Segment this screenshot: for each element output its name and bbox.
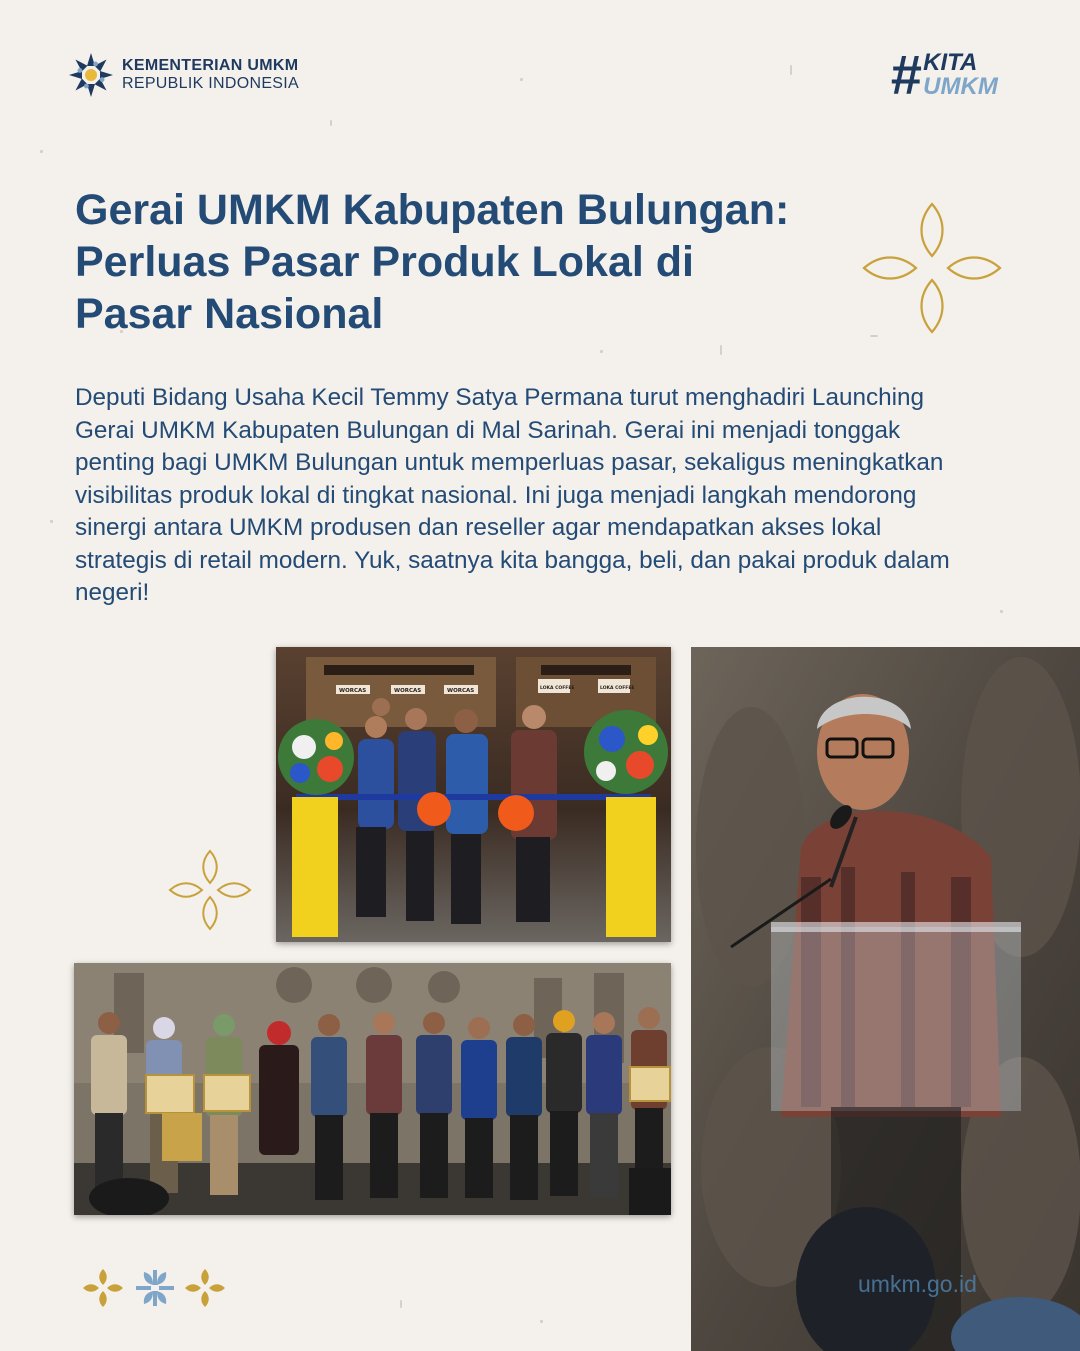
store-sign: WORCAS [394, 688, 422, 694]
hashtag-word-kita: KITA [923, 49, 978, 76]
store-sign: WORCAS [339, 688, 367, 694]
texture-speck [1000, 610, 1003, 613]
org-subtitle: REPUBLIK INDONESIA [122, 75, 300, 92]
speaker-at-podium-photo [691, 647, 1080, 1351]
ministry-logo [68, 52, 299, 98]
title-line: Perluas Pasar Produk Lokal di [75, 238, 694, 286]
texture-speck [400, 1300, 402, 1308]
store-sign: LOKA COFFEE [540, 686, 575, 691]
gold-filled-flower-icon [184, 1268, 226, 1308]
hashtag-symbol: # [890, 43, 922, 106]
texture-speck [600, 350, 603, 353]
group-photo-with-certificates [74, 963, 671, 1215]
hashtag-logo [890, 43, 998, 106]
blue-filled-flower-icon [134, 1268, 176, 1308]
website-url[interactable]: umkm.go.id [858, 1271, 977, 1297]
texture-speck [520, 78, 523, 81]
texture-speck [40, 150, 43, 153]
title-line: Pasar Nasional [75, 290, 384, 338]
texture-speck [540, 1320, 543, 1323]
store-sign: WORCAS [447, 688, 475, 694]
ministry-star-logo-icon [68, 52, 114, 98]
gold-filled-flower-icon [82, 1268, 124, 1308]
texture-speck [50, 520, 53, 523]
article-body: Deputi Bidang Usaha Kecil Temmy Satya Permana turut menghadiri Launching Gerai UMKM Kabupaten Bulungan di Mal Sarinah. Gerai ini menjadi tonggak penting bagi UMKM Bulungan untuk memperluas pasar, sekaligus meningkatkan visibilitas produk lokal di tingkat nasional. Ini juga menjadi langkah mendorong sinergi antara UMKM produsen dan reseller agar mendapatkan akses lokal strategis di retail modern. Yuk, saatnya kita bangga, beli, dan pakai produk dalam negeri! [75, 384, 950, 606]
texture-speck [790, 65, 792, 75]
gold-flower-ornament-icon [862, 200, 1002, 336]
page-title [75, 184, 835, 340]
gold-flower-ornament-icon [168, 849, 252, 931]
title-line: Gerai UMKM Kabupaten Bulungan: [75, 186, 790, 234]
texture-speck [330, 120, 332, 126]
hashtag-word-umkm: UMKM [923, 73, 998, 100]
texture-speck [720, 345, 722, 355]
org-name: KEMENTERIAN UMKM [122, 57, 299, 74]
store-sign: LOKA COFFEE [600, 686, 635, 691]
ribbon-cutting-photo [276, 647, 671, 942]
